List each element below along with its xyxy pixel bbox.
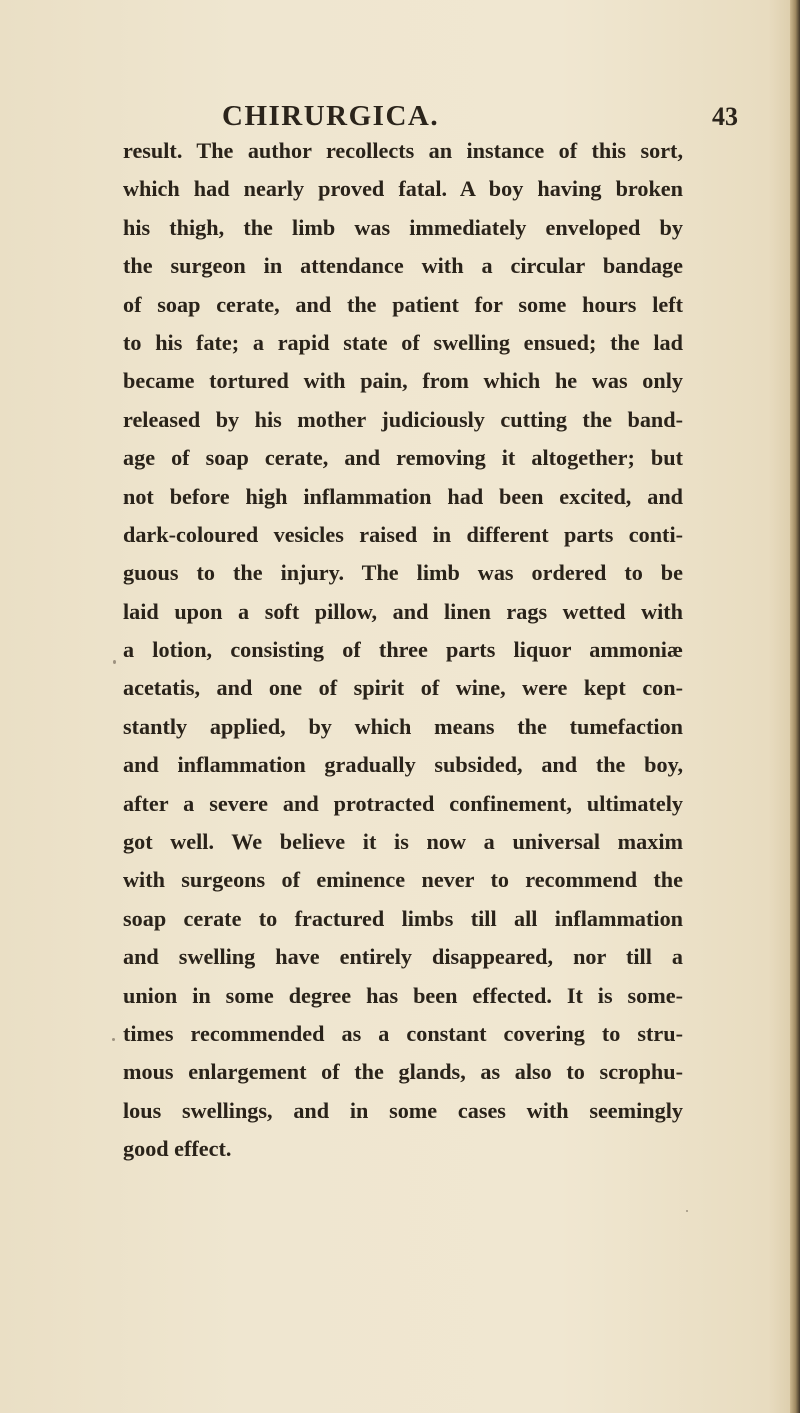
text-line: acetatis, and one of spirit of wine, were kept con- — [123, 675, 683, 701]
text-line: the surgeon in attendance with a circular bandage — [123, 253, 683, 279]
text-line: became tortured with pain, from which he was only — [123, 368, 683, 394]
text-line: age of soap cerate, and removing it altogether; but — [123, 445, 683, 471]
text-line: and inflammation gradually subsided, and the boy, — [123, 752, 683, 778]
paper-speck — [112, 1038, 115, 1041]
text-line: times recommended as a constant covering to stru- — [123, 1020, 683, 1046]
page-edge-shadow — [790, 0, 800, 1413]
text-line: released by his mother judiciously cutting the band- — [123, 406, 683, 432]
paper-speck — [686, 1210, 688, 1212]
body-paragraph — [123, 132, 683, 1169]
text-line: result. The author recollects an instance of this sort, — [123, 138, 683, 163]
text-line: and swelling have entirely disappeared, nor till a — [123, 944, 683, 970]
text-line: of soap cerate, and the patient for some hours left — [123, 291, 683, 317]
text-line: stantly applied, by which means the tumefaction — [123, 713, 683, 739]
text-line: his thigh, the limb was immediately enveloped by — [123, 214, 683, 240]
text-line: dark-coloured vesicles raised in different parts conti- — [123, 521, 683, 547]
page-number: 43 — [712, 102, 738, 131]
text-line: which had nearly proved fatal. A boy having broken — [123, 176, 683, 202]
text-line: not before high inflammation had been excited, and — [123, 483, 683, 509]
text-line: to his fate; a rapid state of swelling ensued; the lad — [123, 329, 683, 355]
text-line: laid upon a soft pillow, and linen rags wetted with — [123, 598, 683, 624]
paper-speck — [113, 660, 116, 664]
text-line: lous swellings, and in some cases with seemingly — [123, 1097, 683, 1123]
text-line: a lotion, consisting of three parts liquor ammoniæ — [123, 637, 683, 663]
text-line: union in some degree has been effected. It is some- — [123, 982, 683, 1008]
text-line: soap cerate to fractured limbs till all inflammation — [123, 905, 683, 931]
text-line: mous enlargement of the glands, as also to scrophu- — [123, 1059, 683, 1085]
text-line: with surgeons of eminence never to recommend the — [123, 867, 683, 893]
text-line: after a severe and protracted confinement, ultimately — [123, 790, 683, 816]
running-title: CHIRURGICA. — [222, 100, 440, 132]
text-line: guous to the injury. The limb was ordered to be — [123, 560, 683, 586]
text-line: got well. We believe it is now a universal maxim — [123, 829, 683, 855]
text-line: good effect. — [123, 1136, 232, 1162]
